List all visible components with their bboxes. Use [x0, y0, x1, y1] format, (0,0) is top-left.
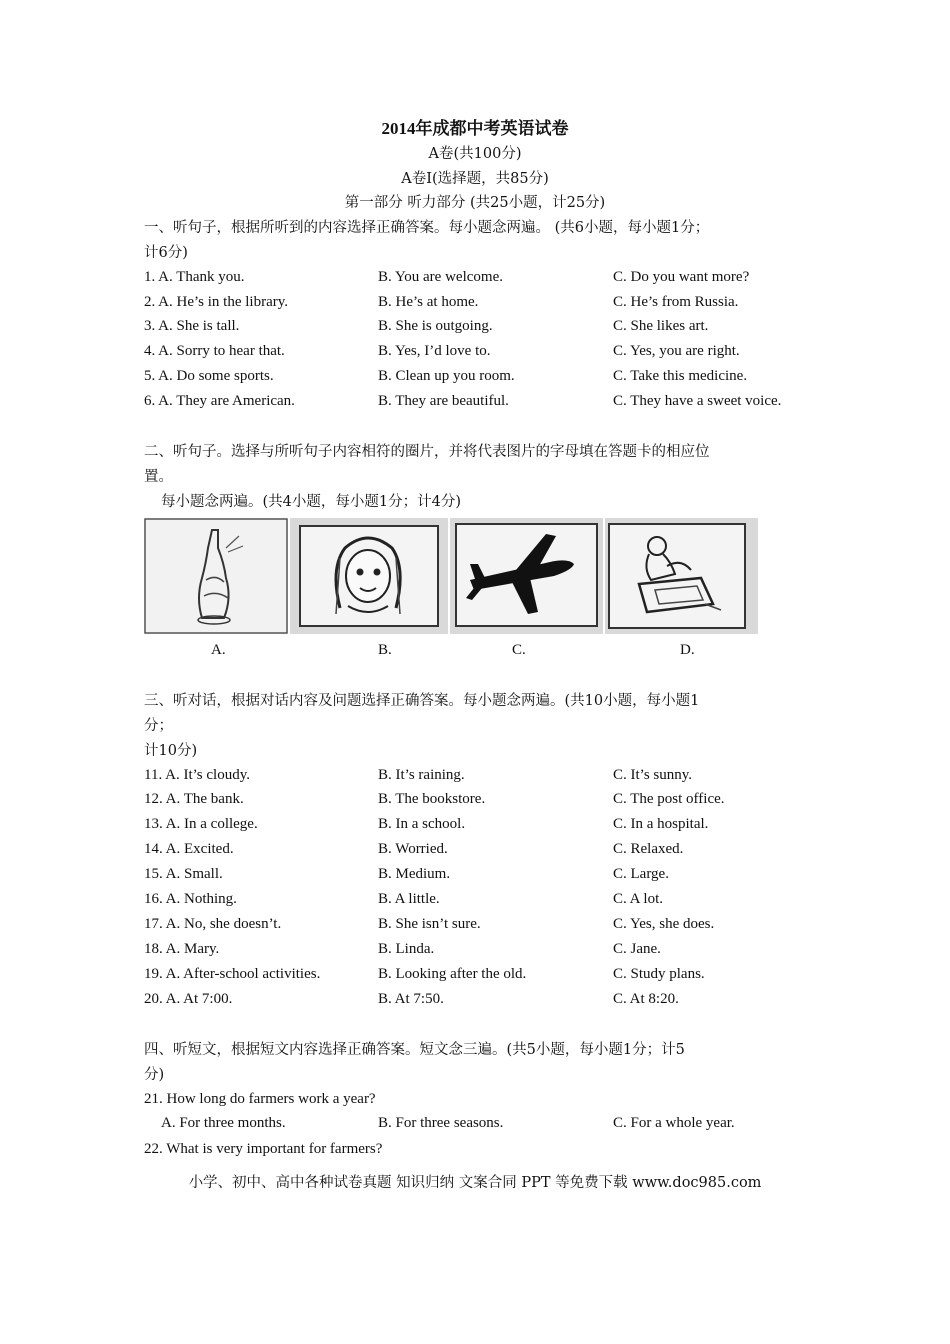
- person-cleaning-drawing-icon: [605, 518, 758, 634]
- section3-instruction-cont: 分；: [144, 718, 173, 734]
- question-row: 4. A. Sorry to hear that. B. Yes, I’d love to. C. Yes, you are right.: [144, 343, 740, 359]
- section1-instruction: 一、听句子，根据所听到的内容选择正确答案。每小题念两遍。 (共6小题，每小题1分；: [144, 220, 710, 236]
- listening-part-heading: 第一部分 听力部分 (共25小题，计25分): [344, 195, 606, 211]
- question-row: 15. A. Small. B. Medium. C. Large.: [144, 866, 669, 882]
- bottle-drawing-icon: [144, 518, 288, 634]
- girl-drawing-icon: [290, 518, 448, 634]
- question-row: 14. A. Excited. B. Worried. C. Relaxed.: [144, 841, 684, 857]
- airplane-drawing-icon: [450, 518, 603, 634]
- question-row: 16. A. Nothing. B. A little. C. A lot.: [144, 891, 664, 907]
- page-title: 2014年成都中考英语试卷: [381, 119, 569, 138]
- picture-label-d: D.: [680, 642, 695, 658]
- paper-a-part1-score: A卷Ⅰ(选择题，共85分): [401, 171, 549, 187]
- question-row: 17. A. No, she doesn’t. B. She isn’t sure. C. Yes, she does.: [144, 916, 715, 932]
- section1-instruction-cont: 计6分): [144, 245, 188, 261]
- picture-label-a: A.: [211, 642, 226, 658]
- question-row: 11. A. It’s cloudy. B. It’s raining. C. It’s sunny.: [144, 767, 693, 783]
- question-row: 19. A. After-school activities. B. Looking after the old. C. Study plans.: [144, 966, 705, 982]
- section3-instruction-score: 计10分): [144, 743, 198, 759]
- question-row: 6. A. They are American. B. They are beautiful. C. They have a sweet voice.: [144, 393, 782, 409]
- section2-instruction: 二、听句子。选择与所听句子内容相符的圈片，并将代表图片的字母填在答题卡的相应位: [144, 444, 710, 460]
- question-row: 13. A. In a college. B. In a school. C. In a hospital.: [144, 816, 709, 832]
- picture-label-c: C.: [512, 642, 526, 658]
- section4-instruction: 四、听短文，根据短文内容选择正确答案。短文念三遍。(共5小题，每小题1分；计5: [144, 1042, 685, 1058]
- question-row: 18. A. Mary. B. Linda. C. Jane.: [144, 941, 661, 957]
- question-row: 20. A. At 7:00. B. At 7:50. C. At 8:20.: [144, 991, 679, 1007]
- section4-instruction-cont: 分): [144, 1067, 165, 1083]
- question-21: 21. How long do farmers work a year?: [144, 1091, 376, 1107]
- question-row: 3. A. She is tall. B. She is outgoing. C. She likes art.: [144, 318, 709, 334]
- paper-a-score: A卷(共100分): [428, 146, 522, 162]
- page-footer: 小学、初中、高中各种试卷真题 知识归纳 文案合同 PPT 等免费下载 www.doc985.com: [188, 1175, 762, 1191]
- question-row: 2. A. He’s in the library. B. He’s at home. C. He’s from Russia.: [144, 294, 739, 310]
- question-row: 12. A. The bank. B. The bookstore. C. The post office.: [144, 791, 725, 807]
- question-row: A. For three months. B. For three seasons. C. For a whole year.: [161, 1115, 735, 1131]
- section2-instruction-note: 每小题念两遍。(共4小题，每小题1分；计4分): [161, 494, 461, 510]
- section3-instruction: 三、听对话，根据对话内容及问题选择正确答案。每小题念两遍。(共10小题，每小题1: [144, 693, 700, 709]
- question-row: 1. A. Thank you. B. You are welcome. C. Do you want more?: [144, 269, 750, 285]
- question-22: 22. What is very important for farmers?: [144, 1141, 383, 1157]
- question-row: 5. A. Do some sports. B. Clean up you room. C. Take this medicine.: [144, 368, 748, 384]
- picture-label-b: B.: [378, 642, 392, 658]
- section2-instruction-cont: 置。: [144, 469, 173, 485]
